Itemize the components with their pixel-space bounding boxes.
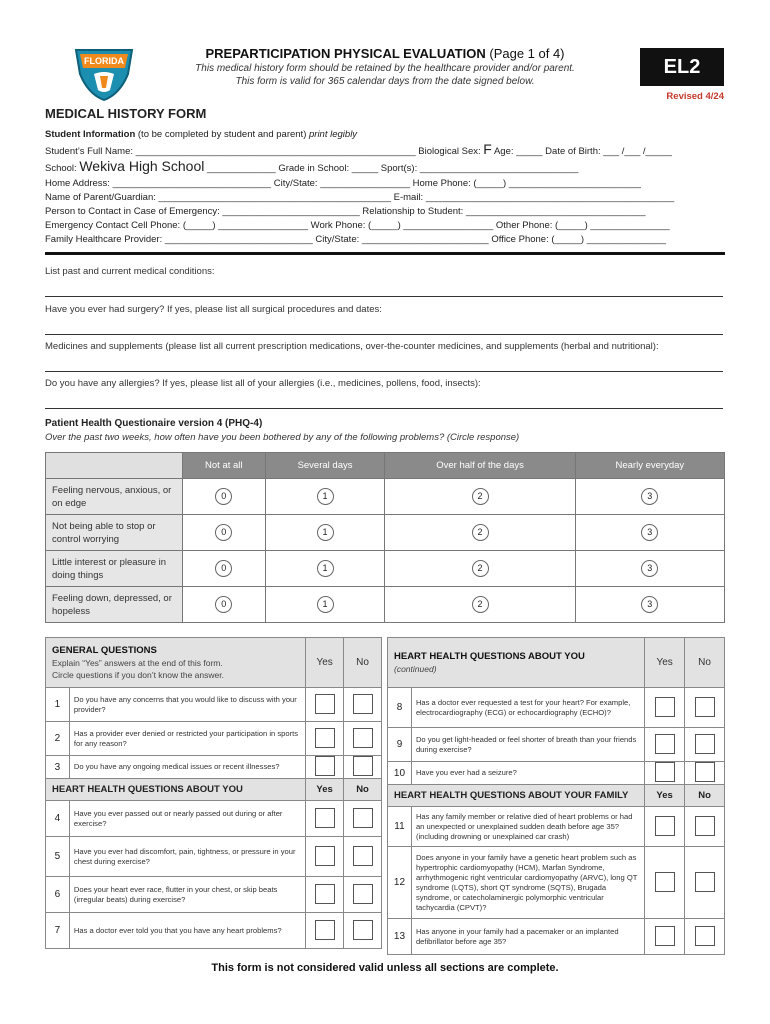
no-column-header: No [685, 638, 725, 688]
phq-option-cell [265, 587, 385, 623]
phq-row [46, 551, 725, 587]
question-row [46, 913, 382, 949]
student-info-heading: Student Information (to be completed by student and parent) print legibly [45, 129, 358, 140]
yes-checkbox[interactable] [315, 756, 335, 776]
yes-column-header: Yes [306, 638, 344, 688]
field-label: Age: _____ Date of Birth: ___ /___ /_____ [491, 146, 672, 158]
fhsaa-logo [70, 44, 138, 102]
heart-you-title: HEART HEALTH QUESTIONS ABOUT YOU [46, 779, 306, 801]
heart-family-header-row [388, 785, 725, 807]
field-label: Home Address: ______________________________ City/State: _________________ Home Phone: (_____) _________________________ [45, 177, 641, 189]
open-question-prompt: Have you ever had surgery? If yes, please list all surgical procedures and dates: [45, 304, 382, 315]
yes-checkbox-cell [306, 877, 344, 913]
question-row [388, 807, 725, 847]
no-checkbox-cell [344, 837, 382, 877]
question-text: Has a doctor ever requested a test for your heart? For example, electrocardiography (ECG) or echocardiography (ECHO)? [411, 688, 644, 728]
phq-option-cell [183, 479, 266, 515]
divider [45, 252, 725, 255]
no-checkbox[interactable] [695, 872, 715, 892]
no-column-header: No [685, 785, 725, 807]
yes-checkbox[interactable] [315, 884, 335, 904]
question-row [388, 762, 725, 785]
phq-option-cell [385, 551, 575, 587]
yes-checkbox[interactable] [315, 694, 335, 714]
question-text: Does your heart ever race, flutter in your chest, or skip beats (irregular beats) during exercise? [69, 877, 305, 913]
footer-note: This form is not considered valid unless all sections are complete. [211, 962, 559, 974]
question-text: Do you have any ongoing medical issues or recent illnesses? [69, 756, 305, 779]
yes-checkbox-cell [645, 762, 685, 785]
filled-value[interactable]: Wekiva High School [79, 159, 205, 175]
phq-column-header: Over half of the days [385, 453, 575, 479]
retention-note: This medical history form should be retained by the healthcare provider and/or parent. [195, 63, 575, 74]
question-text: Has anyone in your family had a pacemaker or an implanted defibrillator before age 35? [411, 919, 644, 955]
form-code-badge: EL2 [640, 48, 724, 86]
question-text: Have you ever passed out or nearly passed out during or after exercise? [69, 801, 305, 837]
phq-option-cell [575, 551, 724, 587]
heart-family-title: HEART HEALTH QUESTIONS ABOUT YOUR FAMILY [388, 785, 645, 807]
yes-column-header: Yes [306, 779, 344, 801]
phq-option-cell [265, 515, 385, 551]
phq-item-label: Not being able to stop or control worrying [46, 515, 183, 551]
phq-response-circle[interactable]: 0 [215, 596, 232, 613]
questions-left-table [45, 637, 382, 949]
phq-column-header: Nearly everyday [575, 453, 724, 479]
phq-response-circle[interactable]: 0 [215, 524, 232, 541]
no-checkbox-cell [344, 688, 382, 722]
question-row [388, 919, 725, 955]
revision-label: Revised 4/24 [666, 91, 724, 102]
no-checkbox[interactable] [353, 846, 373, 866]
phq-response-circle[interactable]: 1 [317, 488, 334, 505]
no-checkbox[interactable] [353, 808, 373, 828]
student-info-row[interactable] [45, 233, 725, 247]
phq-option-cell [575, 479, 724, 515]
yes-checkbox[interactable] [655, 926, 675, 946]
student-info-row[interactable] [45, 159, 725, 176]
phq-option-cell [385, 479, 575, 515]
student-info-row[interactable] [45, 205, 725, 219]
phq-response-circle[interactable]: 2 [472, 524, 489, 541]
no-checkbox-cell [685, 847, 725, 919]
no-checkbox[interactable] [353, 728, 373, 748]
yes-checkbox-cell [306, 756, 344, 779]
no-checkbox[interactable] [353, 694, 373, 714]
phq-option-cell [265, 551, 385, 587]
yes-checkbox[interactable] [315, 846, 335, 866]
question-text: Has a doctor ever told you that you have any heart problems? [69, 913, 305, 949]
no-checkbox[interactable] [695, 697, 715, 717]
yes-checkbox[interactable] [315, 728, 335, 748]
field-label: Family Healthcare Provider: ____________________________ City/State: ________________________ Office Phone: (_____) _______________ [45, 234, 666, 246]
general-header [46, 638, 306, 688]
field-label: Person to Contact in Case of Emergency: __________________________ Relationship to Student: __________________________________ [45, 206, 646, 218]
open-question-prompt: Do you have any allergies? If yes, please list all of your allergies (i.e., medicines, pollens, food, insects): [45, 378, 481, 389]
question-text: Have you ever had discomfort, pain, tightness, or pressure in your chest during exercise? [69, 837, 305, 877]
yes-checkbox-cell [306, 688, 344, 722]
question-number: 4 [46, 801, 70, 837]
phq-item-label: Feeling nervous, anxious, or on edge [46, 479, 183, 515]
filled-value[interactable]: F [483, 142, 492, 158]
question-row [46, 688, 382, 722]
student-info-row[interactable] [45, 219, 725, 233]
no-checkbox[interactable] [353, 920, 373, 940]
question-text: Do you get light-headed or feel shorter of breath than your friends during exercise? [411, 728, 644, 762]
phq-option-cell [575, 515, 724, 551]
no-column-header: No [344, 638, 382, 688]
yes-column-header: Yes [645, 638, 685, 688]
question-text: Do you have any concerns that you would like to discuss with your provider? [69, 688, 305, 722]
phq-response-circle[interactable]: 3 [641, 560, 658, 577]
question-text: Has any family member or relative died of heart problems or had an unexpected or unexplained sudden death before age 35? (including drowning or unexplained car crash) [411, 807, 644, 847]
phq-option-cell [183, 551, 266, 587]
yes-checkbox[interactable] [655, 816, 675, 836]
page-indicator: (Page 1 of 4) [489, 46, 565, 61]
phq-subtitle: Over the past two weeks, how often have you been bothered by any of the following problems? (Circle response) [45, 432, 520, 443]
form-title: PREPARTICIPATION PHYSICAL EVALUATION [205, 46, 486, 61]
no-checkbox-cell [685, 728, 725, 762]
yes-checkbox[interactable] [655, 697, 675, 717]
phq-option-cell [183, 515, 266, 551]
phq-response-circle[interactable]: 3 [641, 524, 658, 541]
phq-option-cell [183, 587, 266, 623]
phq-response-circle[interactable]: 3 [641, 488, 658, 505]
answer-line[interactable] [45, 371, 723, 372]
question-text: Have you ever had a seizure? [411, 762, 644, 785]
question-number: 11 [388, 807, 412, 847]
no-checkbox[interactable] [353, 756, 373, 776]
no-checkbox[interactable] [695, 816, 715, 836]
open-question-prompt: List past and current medical conditions: [45, 266, 215, 277]
question-number: 1 [46, 688, 70, 722]
phq-row [46, 479, 725, 515]
phq-response-circle[interactable]: 0 [215, 488, 232, 505]
question-number: 9 [388, 728, 412, 762]
question-row [388, 847, 725, 919]
phq-item-label: Feeling down, depressed, or hopeless [46, 587, 183, 623]
answer-line[interactable] [45, 334, 723, 335]
question-row [388, 688, 725, 728]
general-header-row [46, 638, 382, 688]
phq-item-label: Little interest or pleasure in doing things [46, 551, 183, 587]
general-instruction: Circle questions if you don’t know the answer. [52, 669, 224, 680]
phq-option-cell [575, 587, 724, 623]
no-checkbox-cell [344, 801, 382, 837]
phq-response-circle[interactable]: 1 [317, 596, 334, 613]
yes-checkbox-cell [306, 837, 344, 877]
field-label: _____________ Grade in School: _____ Sport(s): ______________________________ [204, 163, 579, 175]
phq-response-circle[interactable]: 2 [472, 560, 489, 577]
yes-checkbox-cell [645, 919, 685, 955]
no-checkbox-cell [344, 913, 382, 949]
yes-checkbox[interactable] [655, 734, 675, 754]
phq-header-blank [46, 453, 183, 479]
phq-response-circle[interactable]: 3 [641, 596, 658, 613]
question-row [46, 877, 382, 913]
no-checkbox[interactable] [695, 734, 715, 754]
answer-line[interactable] [45, 296, 723, 297]
phq-response-circle[interactable]: 2 [472, 596, 489, 613]
yes-checkbox-cell [645, 847, 685, 919]
no-checkbox-cell [685, 762, 725, 785]
question-number: 10 [388, 762, 412, 785]
phq-option-cell [385, 587, 575, 623]
heart-cont-header-row [388, 638, 725, 688]
question-text: Has a provider ever denied or restricted your participation in sports for any reason? [69, 722, 305, 756]
question-row [46, 837, 382, 877]
phq-option-cell [385, 515, 575, 551]
no-checkbox-cell [344, 722, 382, 756]
yes-checkbox-cell [645, 807, 685, 847]
no-checkbox-cell [685, 919, 725, 955]
phq-title: Patient Health Questionaire version 4 (PHQ-4) [45, 418, 263, 429]
student-info-row[interactable] [45, 191, 725, 205]
phq-response-circle[interactable]: 0 [215, 560, 232, 577]
phq-table [45, 452, 725, 623]
student-info-row[interactable] [45, 177, 725, 191]
question-row [46, 801, 382, 837]
open-question-prompt: Medicines and supplements (please list all current prescription medications, over-the-counter medicines, and supplements (herbal and nutritional): [45, 341, 659, 352]
question-row [388, 728, 725, 762]
title-block [150, 46, 620, 87]
no-checkbox-cell [344, 877, 382, 913]
general-title: GENERAL QUESTIONS [52, 644, 157, 656]
question-row [46, 756, 382, 779]
answer-line[interactable] [45, 408, 723, 409]
no-checkbox[interactable] [695, 926, 715, 946]
yes-checkbox-cell [645, 688, 685, 728]
heart-cont-subtitle: (continued) [394, 663, 437, 674]
student-information [45, 128, 725, 248]
field-label: Name of Parent/Guardian: ____________________________________________ E-mail: _______________________________________________ [45, 191, 675, 203]
no-column-header: No [344, 779, 382, 801]
field-label: Emergency Contact Cell Phone: (_____) _________________ Work Phone: (_____) _________________ Other Phone: (_____) _______________ [45, 220, 670, 232]
question-row [46, 722, 382, 756]
phq-response-circle[interactable]: 2 [472, 488, 489, 505]
field-label: Student’s Full Name: _____________________________________________________ Biological Sex: [45, 146, 484, 158]
section-title: MEDICAL HISTORY FORM [45, 106, 207, 121]
heart-cont-header [388, 638, 645, 688]
yes-checkbox[interactable] [315, 808, 335, 828]
yes-checkbox-cell [306, 801, 344, 837]
question-number: 2 [46, 722, 70, 756]
phq-column-header: Not at all [183, 453, 266, 479]
no-checkbox-cell [685, 807, 725, 847]
svg-text:FLORIDA: FLORIDA [84, 56, 124, 66]
heart-cont-title: HEART HEALTH QUESTIONS ABOUT YOU [394, 650, 585, 662]
question-number: 5 [46, 837, 70, 877]
yes-checkbox[interactable] [315, 920, 335, 940]
heart-you-header-row [46, 779, 382, 801]
phq-column-header: Several days [265, 453, 385, 479]
question-number: 6 [46, 877, 70, 913]
yes-checkbox[interactable] [655, 872, 675, 892]
no-checkbox-cell [685, 688, 725, 728]
student-info-row[interactable] [45, 142, 725, 159]
yes-checkbox-cell [645, 728, 685, 762]
no-checkbox[interactable] [695, 762, 715, 782]
yes-checkbox-cell [306, 913, 344, 949]
field-label: School: [45, 163, 80, 175]
general-instruction: Explain “Yes” answers at the end of this form. [52, 657, 223, 668]
question-text: Does anyone in your family have a genetic heart problem such as hypertrophic cardiomyopathy (HCM), Marfan Syndrome, arrhythmogenic right ventricular cardiomyopathy (ARVC), long QT syndrome (LQTS), short QT syndrome (SQTS), Brugada syndrome, or catecholaminergic polymorphic ventricular tachycardia (CPVT)? [411, 847, 644, 919]
question-number: 8 [388, 688, 412, 728]
no-checkbox-cell [344, 756, 382, 779]
phq-response-circle[interactable]: 1 [317, 524, 334, 541]
phq-row [46, 515, 725, 551]
validity-note: This form is valid for 365 calendar days from the date signed below. [235, 76, 535, 87]
yes-checkbox-cell [306, 722, 344, 756]
question-number: 12 [388, 847, 412, 919]
question-number: 13 [388, 919, 412, 955]
yes-column-header: Yes [645, 785, 685, 807]
question-number: 3 [46, 756, 70, 779]
yes-checkbox[interactable] [655, 762, 675, 782]
phq-response-circle[interactable]: 1 [317, 560, 334, 577]
questions-right-table [387, 637, 725, 955]
phq-option-cell [265, 479, 385, 515]
phq-row [46, 587, 725, 623]
question-number: 7 [46, 913, 70, 949]
no-checkbox[interactable] [353, 884, 373, 904]
